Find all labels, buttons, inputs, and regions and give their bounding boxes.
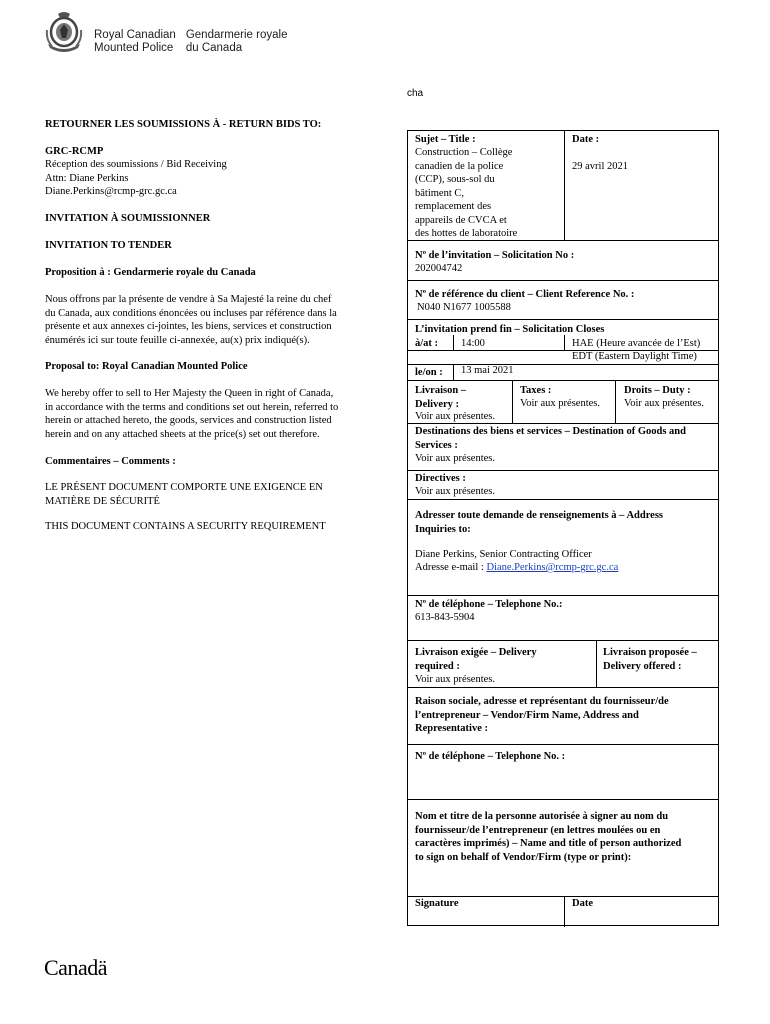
timezone-en: EDT (Eastern Daylight Time) <box>572 351 697 362</box>
agency-name <box>94 29 297 54</box>
vendor-label <box>415 695 715 736</box>
delivery-required-line2: required : <box>415 660 460 672</box>
title-line: des hottes de laboratoire <box>415 228 518 239</box>
title-line: Construction – Collège <box>415 147 513 158</box>
attn-line: Attn: Diane Perkins <box>45 173 129 184</box>
delivery-required-line1: Livraison exigée – Delivery <box>415 647 537 658</box>
security-en: THIS DOCUMENT CONTAINS A SECURITY REQUIREMENT <box>45 521 326 532</box>
offer-fr-line: énumérés ici sur toute feuille ci-annexée, au(x) prix indiqué(s). <box>45 334 310 346</box>
rcmp-crest-logo <box>44 10 84 54</box>
signature-label: Signature <box>415 898 459 909</box>
contact-email: Diane.Perkins@rcmp-grc.gc.ca <box>45 186 177 197</box>
vendor-label-line: Representative : <box>415 723 488 734</box>
duty-label: Droits – Duty : <box>624 385 691 396</box>
offer-en-line: herein or attached hereto, the goods, services and construction listed <box>45 415 332 426</box>
canada-wordmark <box>44 955 107 981</box>
on-label: le/on : <box>415 367 443 378</box>
delivery-label <box>415 384 466 411</box>
offer-en-line: We hereby offer to sell to Her Majesty the Queen in right of Canada, <box>45 388 334 399</box>
offer-en-line: herein and on any attached sheets at the price(s) set out therefore. <box>45 428 320 440</box>
date-label: Date : <box>572 134 600 145</box>
inquiries-label-line2: Inquiries to: <box>415 523 471 535</box>
directives-label: Directives : <box>415 473 466 484</box>
signer-label-line: fournisseur/de l’entrepreneur (en lettres moulées ou en <box>415 824 661 836</box>
agency-en-line2: Mounted Police <box>94 41 174 54</box>
security-fr-line: MATIÈRE DE SÉCURITÉ <box>45 495 160 507</box>
destination-label-line1: Destinations des biens et services – Destination of Goods and <box>415 426 686 437</box>
solicitation-label: Nº de l’invitation – Solicitation No : <box>415 250 575 261</box>
destination-label <box>415 425 715 452</box>
invitation-fr: INVITATION À SOUMISSIONNER <box>45 213 211 224</box>
taxes-label: Taxes : <box>520 385 552 396</box>
at-label: à/at : <box>415 338 439 349</box>
vendor-label-line: l’entrepreneur – Vendor/Firm Name, Address and <box>415 709 639 721</box>
title-value <box>415 146 563 241</box>
return-bids-heading: RETOURNER LES SOUMISSIONS À - RETURN BIDS TO: <box>45 119 322 130</box>
vendor-phone-label: Nº de téléphone – Telephone No. : <box>415 751 566 762</box>
offer-fr-line: du Canada, aux conditions énoncées ou incluses par référence dans la <box>45 307 337 319</box>
offer-fr-paragraph <box>45 293 337 347</box>
date-value: 29 avril 2021 <box>572 161 628 172</box>
delivery-offered-label <box>603 646 697 673</box>
stray-text: cha <box>407 88 424 99</box>
destination-label-line2: Services : <box>415 439 458 451</box>
closing-time: 14:00 <box>461 338 485 349</box>
title-line: canadien de la police <box>415 160 504 172</box>
solicitation-value: 202004742 <box>415 263 463 274</box>
delivery-offered-line1: Livraison proposée – <box>603 647 697 658</box>
officer-email-link[interactable]: Diane.Perkins@rcmp-grc.gc.ca <box>486 562 619 573</box>
duty-value: Voir aux présentes. <box>624 398 704 409</box>
security-fr <box>45 481 323 508</box>
delivery-value: Voir aux présentes. <box>415 411 495 422</box>
offer-en-line: in accordance with the terms and conditions set out herein, referred to <box>45 401 339 413</box>
proposal-en: Proposal to: Royal Canadian Mounted Police <box>45 361 248 372</box>
title-line: (CCP), sous-sol du <box>415 174 495 185</box>
bid-receiving: Réception des soumissions / Bid Receiving <box>45 159 227 170</box>
security-fr-line: LE PRÉSENT DOCUMENT COMPORTE UNE EXIGENCE EN <box>45 482 323 493</box>
signature-date-label: Date <box>572 898 593 909</box>
delivery-label-line2: Delivery : <box>415 398 460 410</box>
inquiries-label-line1: Adresser toute demande de renseignements à – Address <box>415 510 664 521</box>
officer-email-line <box>415 561 618 575</box>
closing-date: 13 mai 2021 <box>461 365 514 376</box>
title-label: Sujet – Title : <box>415 134 476 145</box>
signer-label <box>415 810 715 864</box>
contracting-officer: Diane Perkins, Senior Contracting Officer <box>415 549 592 560</box>
comments-heading: Commentaires – Comments : <box>45 456 176 467</box>
delivery-label-line1: Livraison – <box>415 385 467 396</box>
agency-en-line1: Royal Canadian <box>94 29 176 41</box>
title-line: remplacement des <box>415 201 492 212</box>
client-ref-label: Nº de référence du client – Client Reference No. : <box>415 289 635 300</box>
signer-label-line: Nom et titre de la personne autorisée à signer au nom du <box>415 811 669 822</box>
email-prefix: Adresse e-mail : <box>415 562 487 573</box>
inquiries-label <box>415 509 663 536</box>
directives-value: Voir aux présentes. <box>415 486 495 497</box>
title-line: appareils de CVCA et <box>415 214 507 226</box>
agency-fr-line1: Gendarmerie royale <box>185 29 288 41</box>
delivery-required-value: Voir aux présentes. <box>415 674 495 685</box>
phone-label: Nº de téléphone – Telephone No.: <box>415 599 563 610</box>
offer-en-paragraph <box>45 387 338 441</box>
signer-label-line: caractères imprimés) – Name and title of person authorized <box>415 838 682 849</box>
proposition-fr: Proposition à : Gendarmerie royale du Canada <box>45 267 256 278</box>
title-line: bâtiment C, <box>415 187 464 199</box>
invitation-en: INVITATION TO TENDER <box>45 240 172 251</box>
agency-fr-line2: du Canada <box>185 41 243 54</box>
delivery-required-label <box>415 646 537 673</box>
signer-label-line: to sign on behalf of Vendor/Firm (type or print): <box>415 851 632 863</box>
taxes-value: Voir aux présentes. <box>520 398 600 409</box>
org-name: GRC-RCMP <box>45 146 104 157</box>
destination-value: Voir aux présentes. <box>415 453 495 464</box>
offer-fr-line: présente et aux annexes ci-jointes, les biens, services et construction <box>45 321 332 332</box>
timezone-fr: HAE (Heure avancée de l’Est) <box>572 338 701 349</box>
vendor-label-line: Raison sociale, adresse et représentant du fournisseur/de <box>415 696 669 707</box>
solicitation-form <box>407 130 719 926</box>
phone-value: 613-843-5904 <box>415 612 475 623</box>
offer-fr-line: Nous offrons par la présente de vendre à Sa Majesté la reine du chef <box>45 294 332 305</box>
canada-wordmark-text: Canadä <box>44 955 107 980</box>
client-ref-value: N040 N1677 1005588 <box>417 302 511 313</box>
delivery-offered-line2: Delivery offered : <box>603 660 682 672</box>
closes-label: L’invitation prend fin – Solicitation Closes <box>415 324 605 335</box>
